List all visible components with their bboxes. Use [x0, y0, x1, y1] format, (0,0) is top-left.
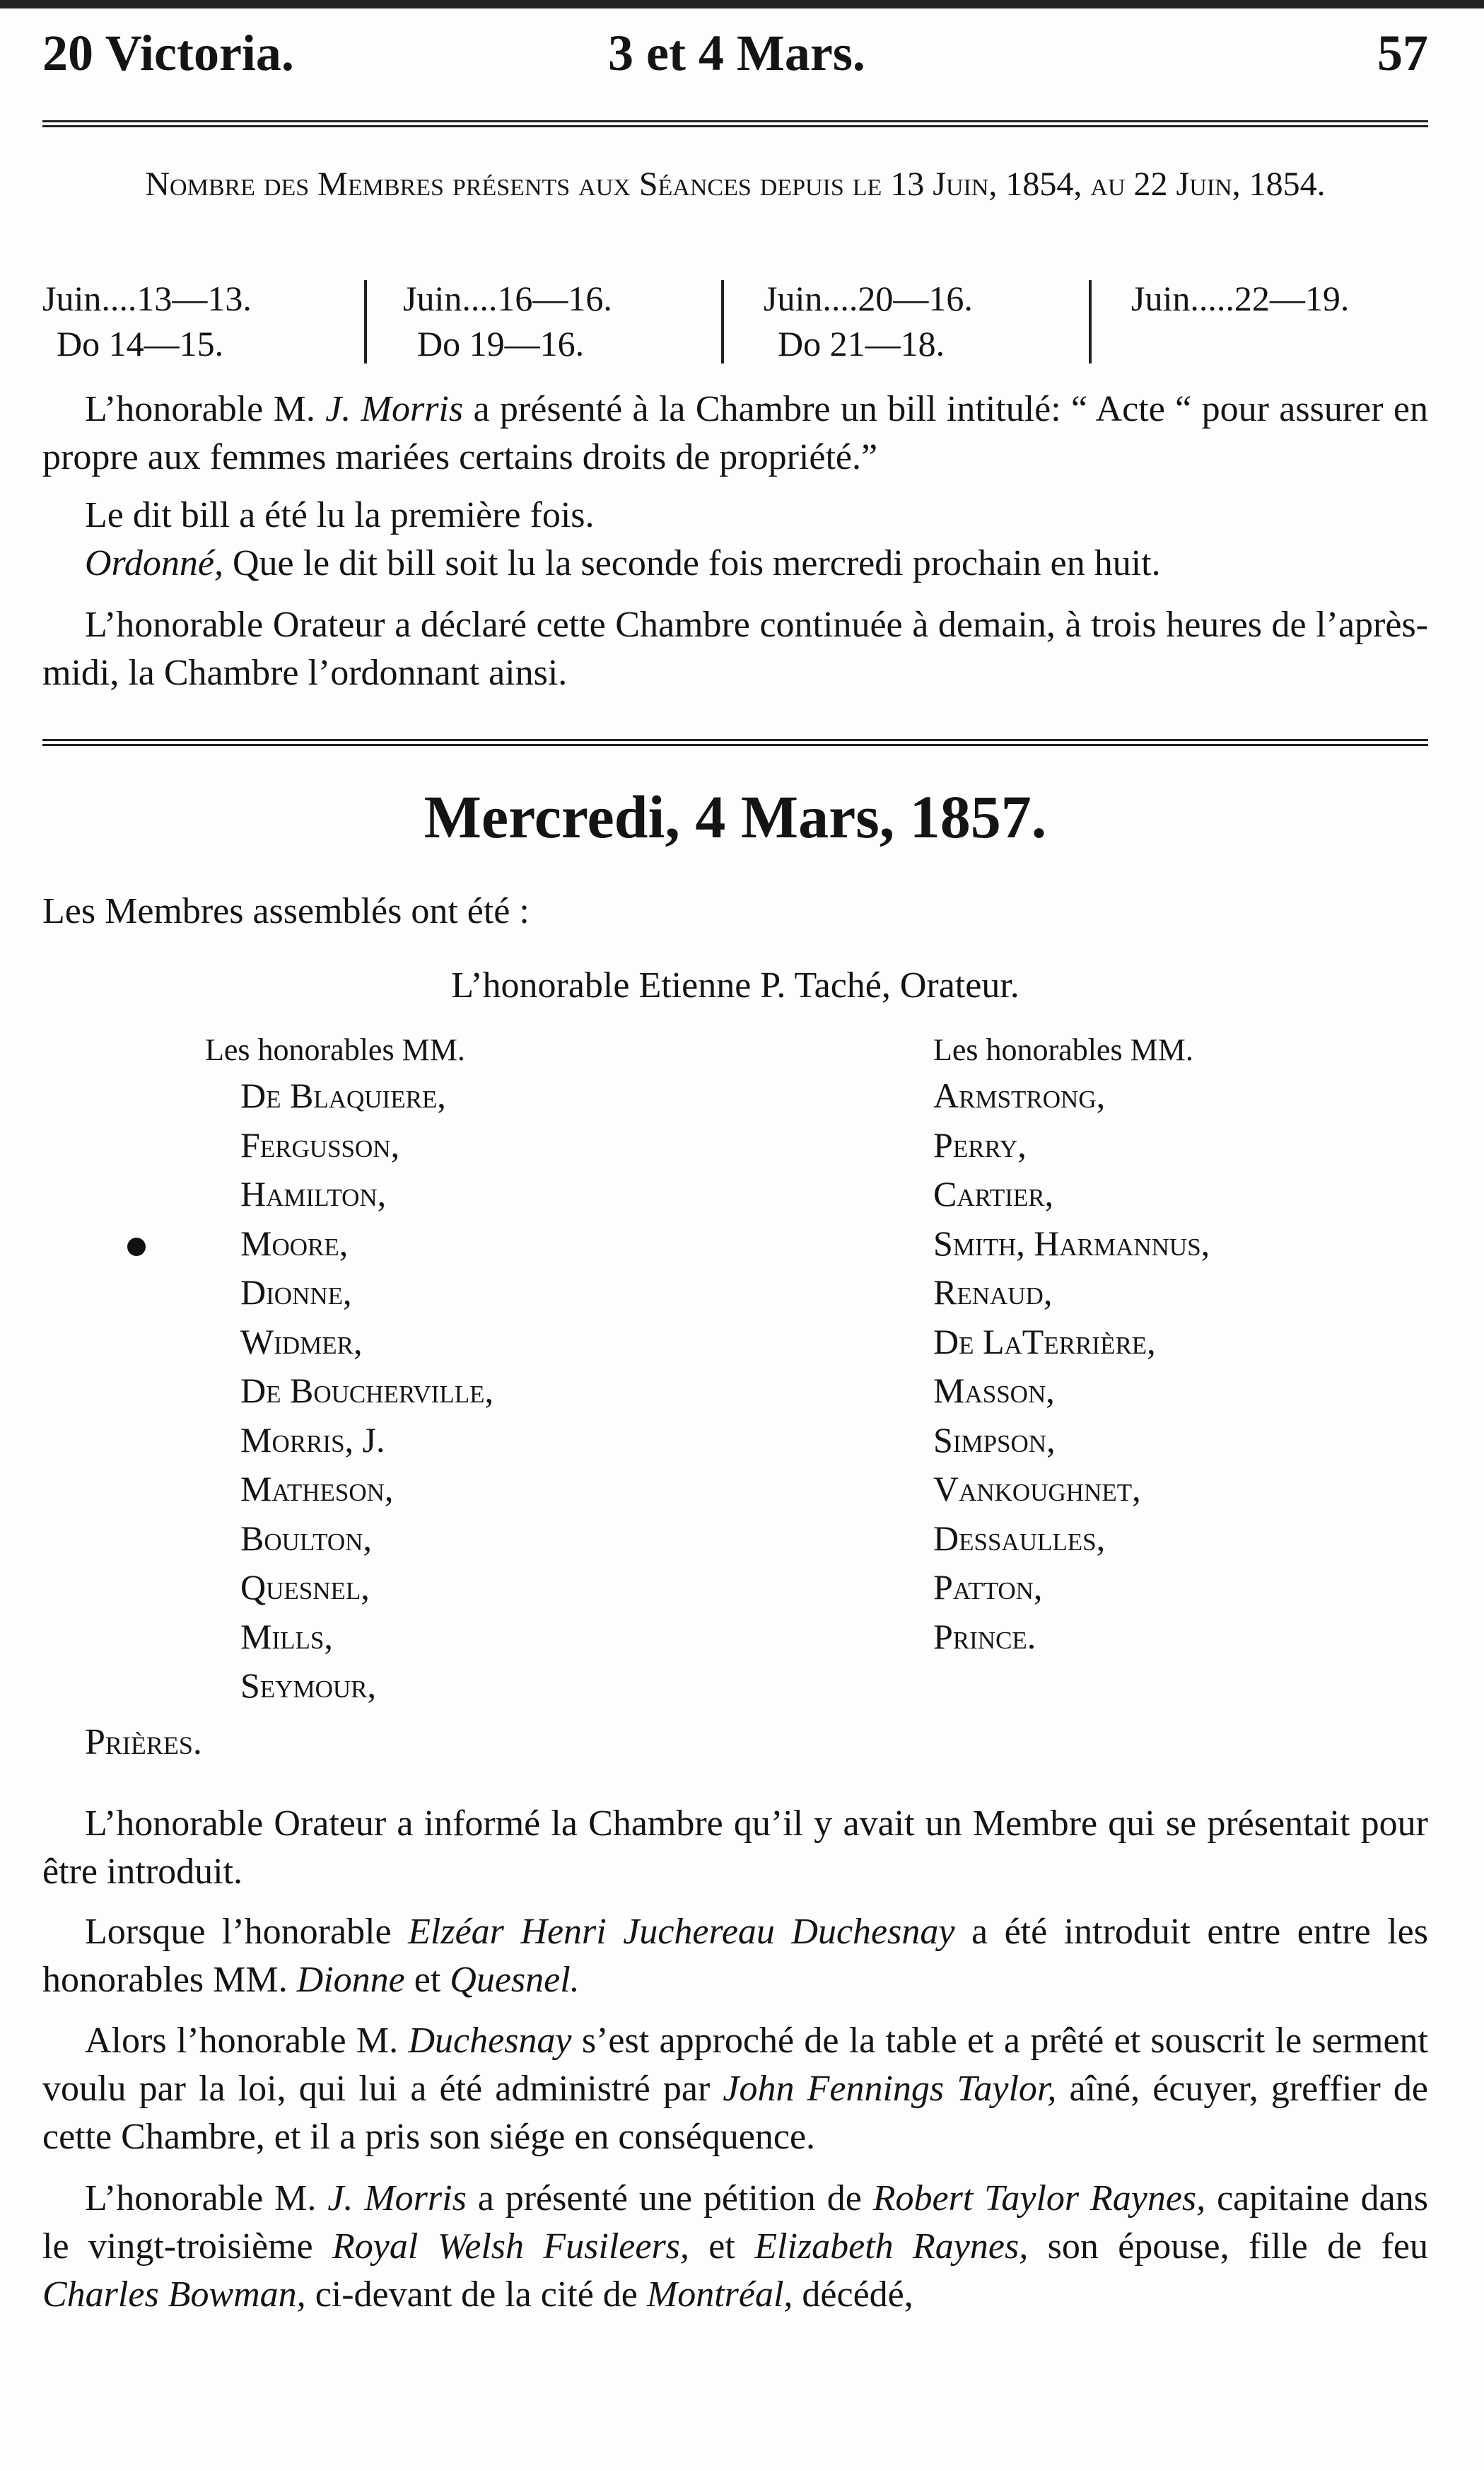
text-run: a présenté à la Chambre un bill intitulé: “ Acte “ pour assurer en propre aux femmes mariées certains droits de propriété.” [42, 389, 1428, 477]
member-name: De Blaquiere, [240, 1076, 446, 1115]
petitioner-name: Elizabeth Raynes, [754, 2226, 1029, 2267]
member-name: Seymour, [240, 1665, 376, 1705]
attendance-title: Nombre des Membres présents aux Séances depuis le 13 Juin, 1854, au 22 Juin, 1854. [145, 165, 1326, 203]
petitioner-name: Robert Taylor Raynes, [872, 2178, 1206, 2219]
text-run: Lorsque l’honorable [85, 1912, 409, 1952]
member-name: Quesnel. [450, 1960, 580, 2000]
ink-dot-mark [127, 1238, 146, 1256]
member-name: Matheson, [240, 1469, 394, 1508]
members-heading: Les honorables MM. [933, 1033, 1193, 1067]
members-list-left [205, 1029, 493, 1711]
member-name: Renaud, [933, 1272, 1053, 1312]
member-name: Elzéar Henri Juchereau Duchesnay [408, 1912, 955, 1952]
attendance-column [42, 276, 252, 368]
member-name: Vankoughnet, [933, 1469, 1141, 1508]
member-name: Hamilton, [240, 1174, 387, 1214]
member-name: Boulton, [240, 1518, 372, 1558]
paragraph-petition [42, 2175, 1428, 2319]
member-name: Dionne [296, 1960, 405, 2000]
text-run: s’est approché de la table et a prêté et souscrit le serment voulu par la loi, qui lui a été administré par [42, 2021, 1428, 2109]
member-name: Morris, J. [240, 1419, 385, 1460]
text-run: aîné, écuyer, greffier de cette Chambre, et il a pris son siége en conséquence. [42, 2069, 1428, 2157]
attendance-row: Do 19—16. [417, 324, 585, 364]
place-name: Montréal, [646, 2274, 793, 2315]
attendance-row: Juin....13—13. [42, 279, 252, 318]
member-name: Quesnel, [240, 1567, 370, 1607]
text-run: décédé, [793, 2274, 913, 2315]
member-name: Perry, [933, 1124, 1027, 1165]
text-run: Alors l’honorable M. [85, 2021, 409, 2061]
column-divider [721, 280, 724, 364]
member-names [933, 1071, 1210, 1661]
speaker-line: L’honorable Etienne P. Taché, Orateur. [451, 965, 1019, 1006]
attendance-column [403, 276, 612, 368]
ordered-label: Ordonné, [85, 543, 223, 583]
text-run: a présenté une pétition de [466, 2178, 873, 2219]
paragraph-oath [42, 2017, 1428, 2161]
attendance-row: Juin.....22—19. [1131, 279, 1350, 318]
prayers-line: Prières. [85, 1722, 202, 1762]
attendance-row: Do 21—18. [778, 324, 945, 364]
text-run: L’honorable M. [85, 2178, 328, 2219]
members-list-right [933, 1029, 1210, 1661]
column-divider [364, 280, 367, 364]
header-session: 20 Victoria. [42, 25, 294, 81]
paragraph-new-member: L’honorable Orateur a informé la Chambre qu’il y avait un Membre qui se présentait pour être introduit. [42, 1803, 1428, 1892]
member-name: Fergusson, [240, 1124, 400, 1165]
paragraph-ordered [85, 540, 1428, 588]
member-name: J. Morris [325, 389, 464, 429]
section-rule [42, 739, 1428, 746]
member-name: De Boucherville, [240, 1371, 494, 1410]
member-name: Dionne, [240, 1272, 352, 1312]
text-run: capitaine dans le vingt-troisième [42, 2178, 1428, 2267]
member-name: Duchesnay [408, 2021, 572, 2061]
sitting-date-title: Mercredi, 4 Mars, 1857. [423, 783, 1047, 851]
paragraph-adjournment: L’honorable Orateur a déclaré cette Chambre continuée à demain, à trois heures de l’après-midi, la Chambre l’ordonnant ainsi. [42, 605, 1428, 693]
text-run: L’honorable M. [85, 389, 326, 429]
person-name: Charles Bowman, [42, 2274, 306, 2315]
text-run: et [689, 2226, 755, 2267]
member-name: Dessaulles, [933, 1518, 1106, 1558]
header-dates: 3 et 4 Mars. [608, 25, 865, 81]
member-name: Armstrong, [933, 1076, 1106, 1115]
member-names [205, 1071, 493, 1711]
text-run: a été introduit entre entre les honorables MM. [42, 1912, 1428, 2000]
member-name: Cartier, [933, 1174, 1054, 1214]
member-name: Widmer, [240, 1321, 363, 1361]
attendance-table [42, 276, 1428, 368]
header-rule [42, 120, 1428, 127]
attendance-column [764, 276, 973, 368]
member-name: Smith, Harmannus, [933, 1223, 1210, 1263]
text-run: Que le dit bill soit lu la seconde fois mercredi prochain en huit. [223, 543, 1161, 583]
paragraph-first-reading: Le dit bill a été lu la première fois. [85, 495, 595, 535]
attendance-row: Juin....20—16. [764, 279, 973, 318]
text-run: son épouse, fille de feu [1028, 2226, 1428, 2267]
member-name: Prince. [933, 1616, 1036, 1656]
member-name: Simpson, [933, 1419, 1056, 1460]
column-divider [1089, 280, 1092, 364]
member-name: Moore, [240, 1223, 349, 1263]
paragraph-introduction [42, 1908, 1428, 2004]
scan-top-edge [0, 0, 1484, 8]
paragraph-bill-introduced [42, 385, 1428, 482]
member-name: J. Morris [327, 2178, 467, 2219]
member-name: De LaTerrière, [933, 1321, 1156, 1361]
member-name: Masson, [933, 1371, 1055, 1410]
regiment-name: Royal Welsh Fusileers, [332, 2226, 689, 2267]
member-name: Mills, [240, 1616, 333, 1656]
attendance-row: Do 14—15. [57, 324, 224, 364]
text-run: ci-devant de la cité de [305, 2274, 647, 2315]
members-assembled-line: Les Membres assemblés ont été : [42, 891, 530, 931]
members-heading: Les honorables MM. [205, 1033, 465, 1067]
running-header [42, 21, 1428, 85]
member-name: Patton, [933, 1567, 1043, 1607]
attendance-column [1131, 276, 1349, 368]
text-run: et [404, 1960, 450, 2000]
clerk-name: John Fennings Taylor, [723, 2069, 1057, 2109]
page-number: 57 [1377, 25, 1428, 81]
attendance-row: Juin....16—16. [403, 279, 612, 318]
